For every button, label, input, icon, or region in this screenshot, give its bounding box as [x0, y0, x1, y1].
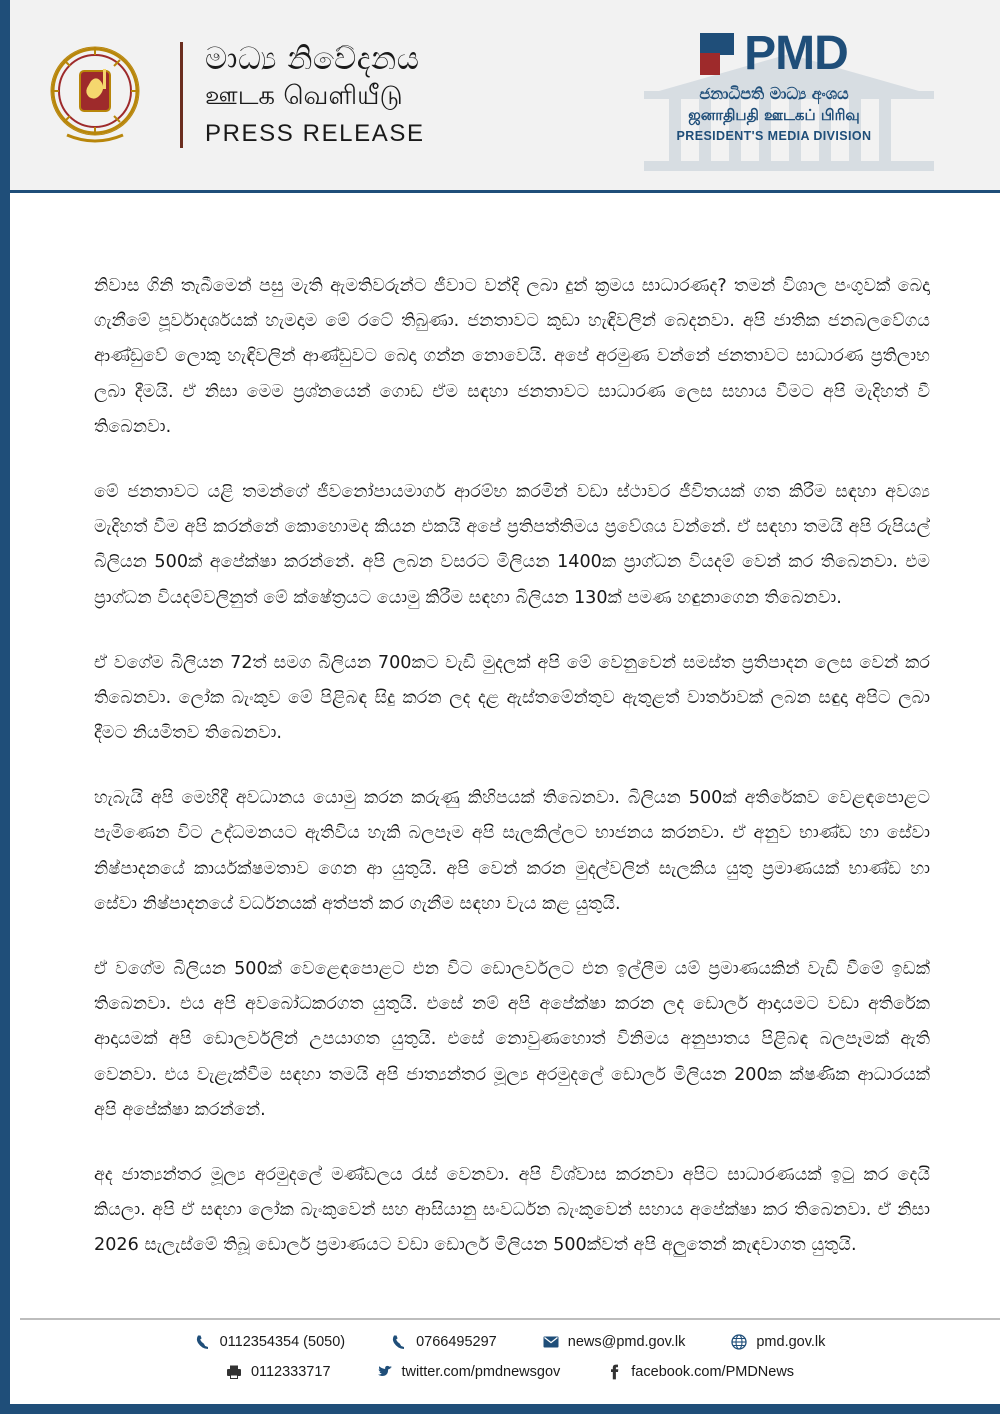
sri-lanka-national-emblem-icon: [47, 35, 143, 155]
pmd-subtitle-tamil: ஜனாதிபதி ஊடகப் பிரிவு: [688, 106, 860, 124]
footer-website[interactable]: [731, 1334, 825, 1350]
fax-icon: [226, 1364, 242, 1380]
header-title-block: [180, 42, 425, 147]
press-release-body: [10, 193, 1000, 1264]
footer-twitter[interactable]: [377, 1364, 561, 1380]
footer-contact-row-1: [20, 1334, 1000, 1350]
paragraph-5: ඒ වගේම බිලියන 500ක් වෙළෙඳපොළට එන විට ඩොලර්වලට එන ඉල්ලීම යම් ප්‍රමාණයකින් වැඩි වීමේ ඉඩක් තිබෙනවා. එය අපි අවබෝධකරගත යුතුයි. එසේ නම් අපි අපේක්ෂා කරන ලද ඩොලර් ආදායමට වඩා අතිරේක ආදායමක් අපි ඩොලර්වලින් උපයාගත යුතුයි. එසේ නොවුණහොත් විනිමය අනුපාතය පිළිබඳ බලපෑමක් ඇති වෙනවා. එය වැළැක්වීම සඳහා තමයි අපි ජාත්‍යන්තර මූල්‍ය අරමුදලේ ඩොලර් මිලියන 200ක ක්ෂණික ආධාරයක් අපි අපේක්ෂා කරන්නේ.: [94, 959, 930, 1120]
pmd-square-mark-icon: [700, 33, 734, 75]
phone-icon: [195, 1334, 211, 1350]
paragraph-2: මේ ජනතාවට යළි තමන්ගේ ජීවනෝපායමාර්ග ආරම්භ කරමින් වඩා ස්ථාවර ජීවිතයක් ගත කිරීම සඳහා අවශ්‍ය මැදිහත් වීම අපි කරන්නේ කොහොමද කියන එකයි අපේ ප්‍රතිපත්තිමය ප්‍රවේශය වන්නේ. ඒ සඳහා තමයි අපි රුපියල් බිලියන 500ක් අපේක්ෂා කරන්නේ. අපි ලබන වසරට මිලියන 1400ක ප්‍රාග්ධන වියදම් වෙන් කර තිබෙනවා. එම ප්‍රාග්ධන වියදම්වලිනුත් මේ ක්ෂේත්‍රයට යොමු කිරීම සඳහා බිලියන 130ක් පමණ හඳුනාගෙන තිබෙනවා.: [94, 481, 930, 608]
pmd-logo-block: [594, 27, 954, 170]
footer-twitter-text: twitter.com/pmdnewsgov: [401, 1364, 561, 1380]
footer-phone-secondary: [391, 1334, 497, 1350]
title-sinhala: මාධ්‍ය නිවේදනය: [205, 41, 420, 78]
pmd-wordmark-row: [700, 27, 848, 80]
footer-email-text: news@pmd.gov.lk: [567, 1334, 686, 1350]
paragraph-4: හැබැයි අපි මෙහිදී අවධානය යොමු කරන කරුණු කිහිපයක් තිබෙනවා. බිලියන 500ක් අතිරේකව වෙළඳපොළට පැමිණෙන විට උද්ධමනයට ඇතිවිය හැකි බලපෑම අපි සැලකිල්ලට භාජනය කරනවා. ඒ අනුව භාණ්ඩ හා සේවා නිෂ්පාදනයේ කාර්යක්ෂමතාව ගෙන ආ යුතුයි. අපි වෙන් කරන මුදල්වලින් සැලකිය යුතු ප්‍රමාණයක් භාණ්ඩ හා සේවා නිෂ්පාදනයේ වර්ධනයක් අත්පත් කර ගැනීම සඳහා වැය කළ යුතුයි.: [94, 788, 930, 914]
facebook-icon: [606, 1364, 622, 1380]
phone-icon: [391, 1334, 407, 1350]
pmd-subtitle-sinhala: ජනාධිපති මාධ්‍ය අංශය: [699, 84, 849, 103]
title-english: PRESS RELEASE: [205, 119, 425, 147]
mail-icon: [543, 1334, 559, 1350]
footer-facebook[interactable]: [606, 1364, 794, 1380]
paragraph-6: අද ජාත්‍යන්තර මූල්‍ය අරමුදලේ මණ්ඩලය රැස් වෙනවා. අපි විශ්වාස කරනවා අපිට සාධාරණයක් ඉටු කර දෙයි කියලා. අපි ඒ සඳහා ලෝක බැංකුවෙන් සහ ආසියානු සංවර්ධන බැංකුවෙන් සහාය අපේක්ෂා කර තිබෙනවා. ඒ නිසා 2026 සැලැස්මේ තිබූ ඩොලර් ප්‍රමාණයට වඩා ඩොලර් මිලියන 500ක්වත් අපි අලුතෙන් කැඳවාගත යුතුයි.: [94, 1164, 930, 1256]
paragraph-1: නිවාස ගිනි තැබීමෙන් පසු මැති ඇමතිවරුන්ට ජීවාට වන්දි ලබා දුන් ක්‍රමය සාධාරණද? තමන් විශාල පංගුවක් බෙදා ගැනීමේ පූර්වාදර්ශයක් හැමදාම මේ රටේ තිබුණා. ජනතාවට කුඩා හැඳිවලින් බෙදනවා. අපි ජාතික ජනබලවේගය ආණ්ඩුවේ ලොකු හැඳිවලින් ආණ්ඩුවට බෙදා ගන්න නොවෙයි. අපේ අරමුණ වන්නේ ජනතාවට සාධාරණ ප්‍රතිලාභ ලබා දීමයි. ඒ නිසා මෙම ප්‍රශ්නයෙන් ගොඩ ඒම සඳහා ජනතාවට සාධාරණ ලෙස සහාය වීමට අපි මැදිහත් වී තිබෙනවා.: [94, 276, 930, 437]
document-footer: [20, 1318, 1000, 1404]
globe-icon: [731, 1334, 747, 1350]
footer-contact-row-2: [20, 1364, 1000, 1380]
footer-fax: [226, 1364, 331, 1380]
twitter-icon: [377, 1364, 393, 1380]
pmd-subtitle-english: PRESIDENT'S MEDIA DIVISION: [676, 129, 872, 143]
footer-phone-secondary-text: 0766495297: [416, 1334, 497, 1350]
footer-email[interactable]: [543, 1334, 686, 1350]
document-header: [10, 0, 1000, 193]
title-tamil: ஊடக வெளியீடு: [205, 81, 403, 112]
footer-facebook-text: facebook.com/PMDNews: [631, 1364, 795, 1380]
footer-phone-primary: [195, 1334, 346, 1350]
footer-website-text: pmd.gov.lk: [756, 1334, 826, 1350]
pmd-wordmark: PMD: [744, 27, 848, 80]
paragraph-3: ඒ වගේම බිලියන 72ත් සමග බිලියන 700කට වැඩි මුදලක් අපි මේ වෙනුවෙන් සමස්ත ප්‍රතිපාදන ලෙස වෙන් කර තිබෙනවා. ලෝක බැංකුව මේ පිළිබඳ සිදු කරන ලද දළ ඇස්තමේන්තුව ඇතුළත් වාර්තාවක් ලබන සඳුදා අපිට ලබා දීමට නියමිතව තිබෙනවා.: [94, 652, 930, 744]
emblem-container: [10, 35, 180, 155]
footer-phone-primary-text: 0112354354 (5050): [219, 1334, 346, 1350]
footer-fax-text: 0112333717: [250, 1364, 331, 1380]
